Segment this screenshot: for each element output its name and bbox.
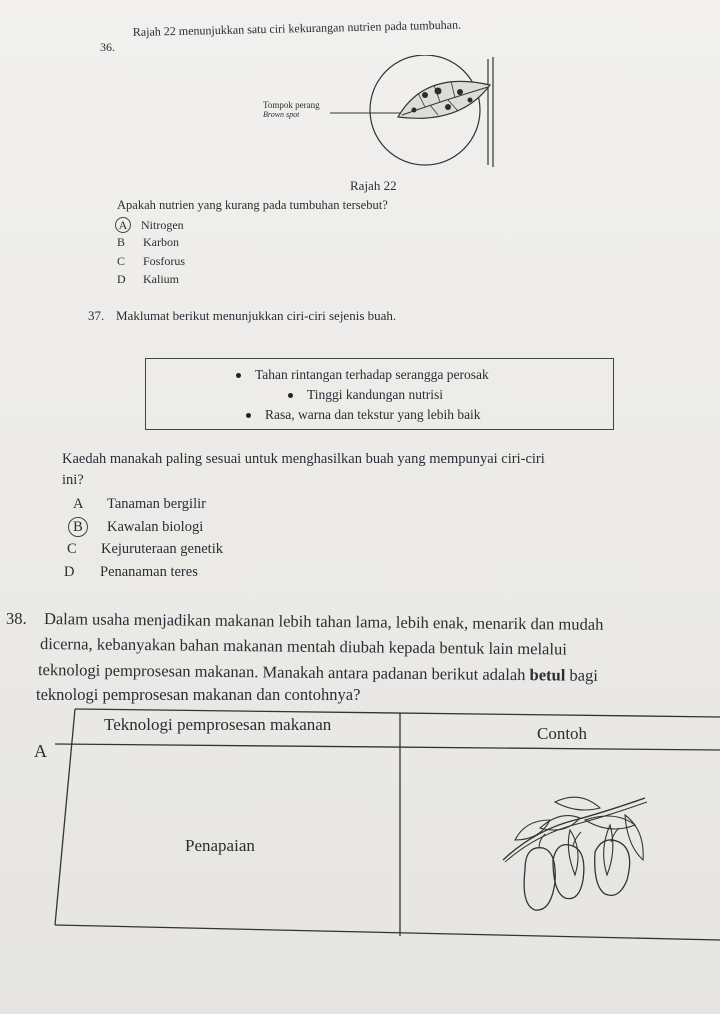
q37-box-item-3: Rasa, warna dan tekstur yang lebih baik <box>246 407 481 423</box>
figure-caption: Rajah 22 <box>350 178 397 193</box>
q37-option-a-text: Tanaman bergilir <box>107 496 206 512</box>
q37-stem: Maklumat berikut menunjukkan ciri-ciri sejenis buah. <box>116 308 397 323</box>
q37-question-line1: Kaedah manakah paling sesuai untuk menghasilkan buah yang mempunyai ciri-ciri <box>62 451 545 467</box>
q36-stem: Rajah 22 menunjukkan satu ciri kekurangan nutrien pada tumbuhan. <box>132 17 462 40</box>
emphasis-betul: betul <box>529 665 566 685</box>
q36-option-d-text: Kalium <box>143 272 179 286</box>
q36-question: Apakah nutrien yang kurang pada tumbuhan tersebut? <box>117 198 388 212</box>
mango-icon <box>495 790 665 920</box>
leaf-label-en: Brown spot <box>263 110 300 119</box>
q38-header-tech: Teknologi pemprosesan makanan <box>104 715 332 734</box>
q37-box-item-2: Tinggi kandungan nutrisi <box>288 387 443 403</box>
q37-option-a-letter: A <box>73 496 84 512</box>
q38-header-example: Contoh <box>537 724 588 743</box>
q38-line4: teknologi pemprosesan makanan dan contohnya? <box>36 685 361 704</box>
fruit-illustration <box>495 790 665 920</box>
q36-option-b-letter: B <box>117 235 126 249</box>
q36-option-a-text: Nitrogen <box>141 218 184 232</box>
q37-option-d-text: Penanaman teres <box>100 564 198 580</box>
q38-line1: Dalam usaha menjadikan makanan lebih tahan lama, lebih enak, menarik dan mudah <box>43 609 604 634</box>
q37-number: 37. <box>88 308 105 323</box>
q37-question-line2: ini? <box>62 472 84 488</box>
q36-option-b-text: Karbon <box>143 235 179 249</box>
q37-box-item-1: Tahan rintangan terhadap serangga perosak <box>236 367 489 383</box>
q38-row-tech: Penapaian <box>185 836 255 855</box>
q36-option-d-letter: D <box>117 272 126 286</box>
q36-option-c-text: Fosforus <box>143 254 186 268</box>
leaf-label-ms: Tompok perang <box>263 100 320 110</box>
q36-number: 36. <box>100 40 115 54</box>
q37-option-b-letter: B <box>68 517 88 537</box>
q36-option-c-letter: C <box>117 254 126 268</box>
q37-option-d-letter: D <box>64 564 75 580</box>
q37-option-b-text: Kawalan biologi <box>107 519 204 535</box>
q36-option-a-letter: A <box>115 217 131 233</box>
q38-number: 38. <box>6 609 27 628</box>
q37-option-c-text: Kejuruteraan genetik <box>101 541 223 557</box>
q37-option-c-letter: C <box>67 541 77 557</box>
q38-row-letter[interactable]: A <box>34 741 47 761</box>
q38-line3: teknologi pemprosesan makanan. Manakah antara padanan berikut adalah betul bagi <box>37 660 598 685</box>
q38-line2: dicerna, kebanyakan bahan makanan mentah diubah kepada bentuk lain melalui <box>39 634 567 659</box>
